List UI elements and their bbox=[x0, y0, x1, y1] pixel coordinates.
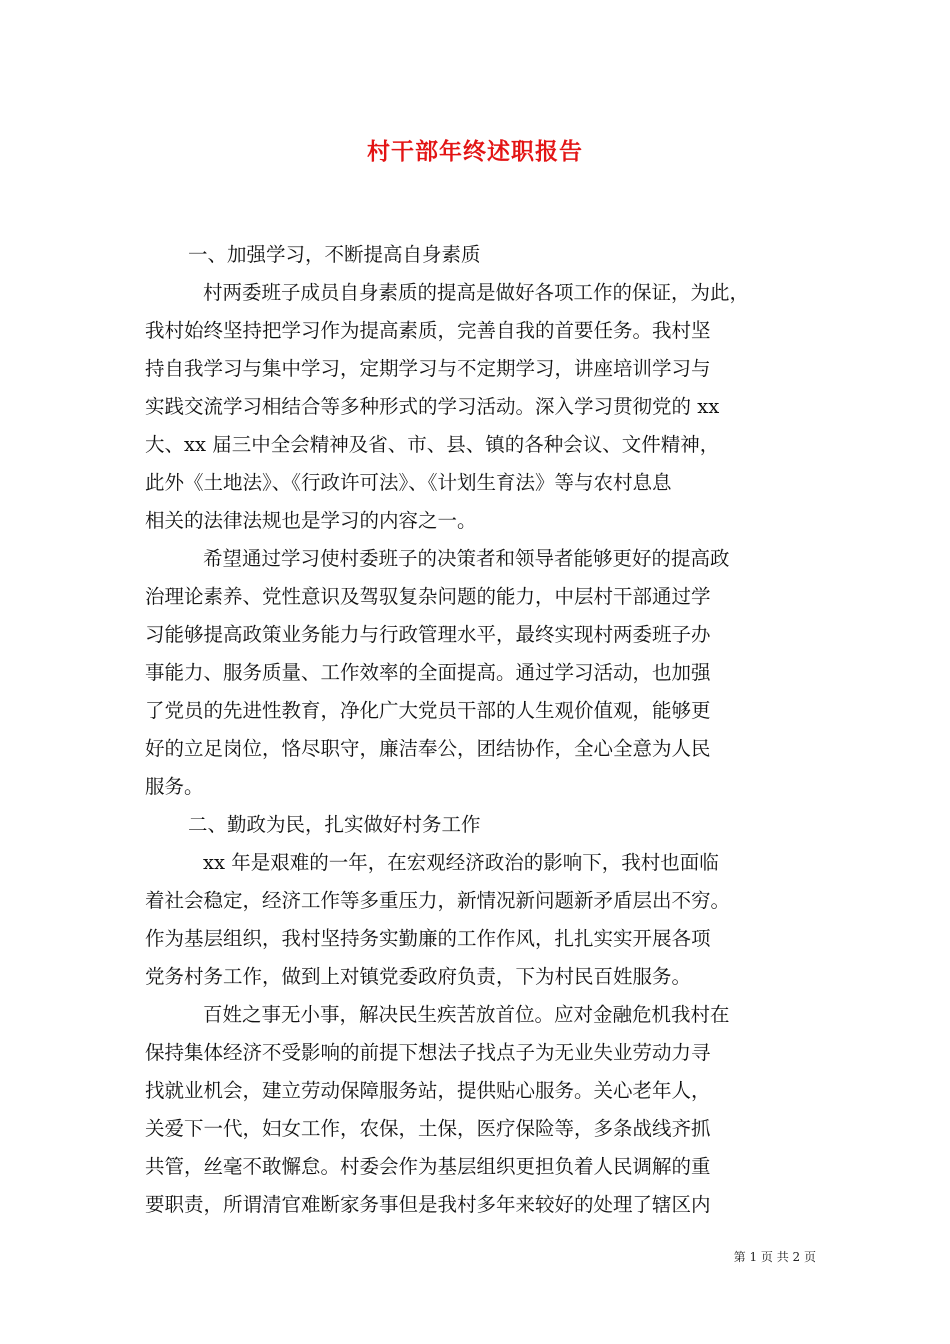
paragraph-line: 共管，丝毫不敢懈怠。村委会作为基层组织更担负着人民调解的重 bbox=[145, 1155, 711, 1178]
paragraph-line: 治理论素养、党性意识及驾驭复杂问题的能力，中层村干部通过学 bbox=[145, 585, 711, 608]
paragraph-line: 持自我学习与集中学习，定期学习与不定期学习，讲座培训学习与 bbox=[145, 357, 711, 380]
paragraph-line: 事能力、服务质量、工作效率的全面提高。通过学习活动，也加强 bbox=[145, 661, 711, 684]
paragraph-line: 好的立足岗位，恪尽职守，廉洁奉公，团结协作，全心全意为人民 bbox=[145, 737, 711, 760]
paragraph-line: 要职责，所谓清官难断家务事但是我村多年来较好的处理了辖区内 bbox=[145, 1193, 711, 1216]
paragraph-line: 作为基层组织，我村坚持务实勤廉的工作作风，扎扎实实开展各项 bbox=[145, 927, 711, 950]
paragraph-line: xx 年是艰难的一年，在宏观经济政治的影响下，我村也面临 bbox=[203, 851, 719, 874]
document-title: 村干部年终述职报告 bbox=[367, 138, 583, 165]
paragraph-line: 服务。 bbox=[145, 775, 204, 798]
paragraph-line: 着社会稳定，经济工作等多重压力，新情况新问题新矛盾层出不穷。 bbox=[145, 889, 731, 912]
paragraph-line: 百姓之事无小事，解决民生疾苦放首位。应对金融危机我村在 bbox=[203, 1003, 730, 1026]
paragraph-line: 实践交流学习相结合等多种形式的学习活动。深入学习贯彻党的 xx bbox=[145, 395, 720, 418]
paragraph-line: 习能够提高政策业务能力与行政管理水平，最终实现村两委班子办 bbox=[145, 623, 711, 646]
paragraph-line: 相关的法律法规也是学习的内容之一。 bbox=[145, 509, 477, 532]
paragraph-line: 党务村务工作，做到上对镇党委政府负责，下为村民百姓服务。 bbox=[145, 965, 692, 988]
paragraph-line: 关爱下一代，妇女工作，农保，土保，医疗保险等，多条战线齐抓 bbox=[145, 1117, 711, 1140]
paragraph-line: 村两委班子成员自身素质的提高是做好各项工作的保证，为此， bbox=[203, 281, 750, 304]
paragraph-line: 找就业机会，建立劳动保障服务站，提供贴心服务。关心老年人， bbox=[145, 1079, 711, 1102]
section-heading-2: 二、勤政为民，扎实做好村务工作 bbox=[188, 813, 481, 836]
page-number-footer: 第 1 页 共 2 页 bbox=[733, 1250, 816, 1264]
section-heading-1: 一、加强学习，不断提高自身素质 bbox=[188, 243, 481, 266]
paragraph-line: 我村始终坚持把学习作为提高素质，完善自我的首要任务。我村坚 bbox=[145, 319, 711, 342]
paragraph-line: 此外《土地法》、《行政许可法》、《计划生育法》等与农村息息 bbox=[145, 471, 672, 494]
paragraph-line: 保持集体经济不受影响的前提下想法子找点子为无业失业劳动力寻 bbox=[145, 1041, 711, 1064]
paragraph-line: 了党员的先进性教育，净化广大党员干部的人生观价值观，能够更 bbox=[145, 699, 711, 722]
paragraph-line: 大、xx 届三中全会精神及省、市、县、镇的各种会议、文件精神， bbox=[145, 433, 720, 456]
paragraph-line: 希望通过学习使村委班子的决策者和领导者能够更好的提高政 bbox=[203, 547, 730, 570]
